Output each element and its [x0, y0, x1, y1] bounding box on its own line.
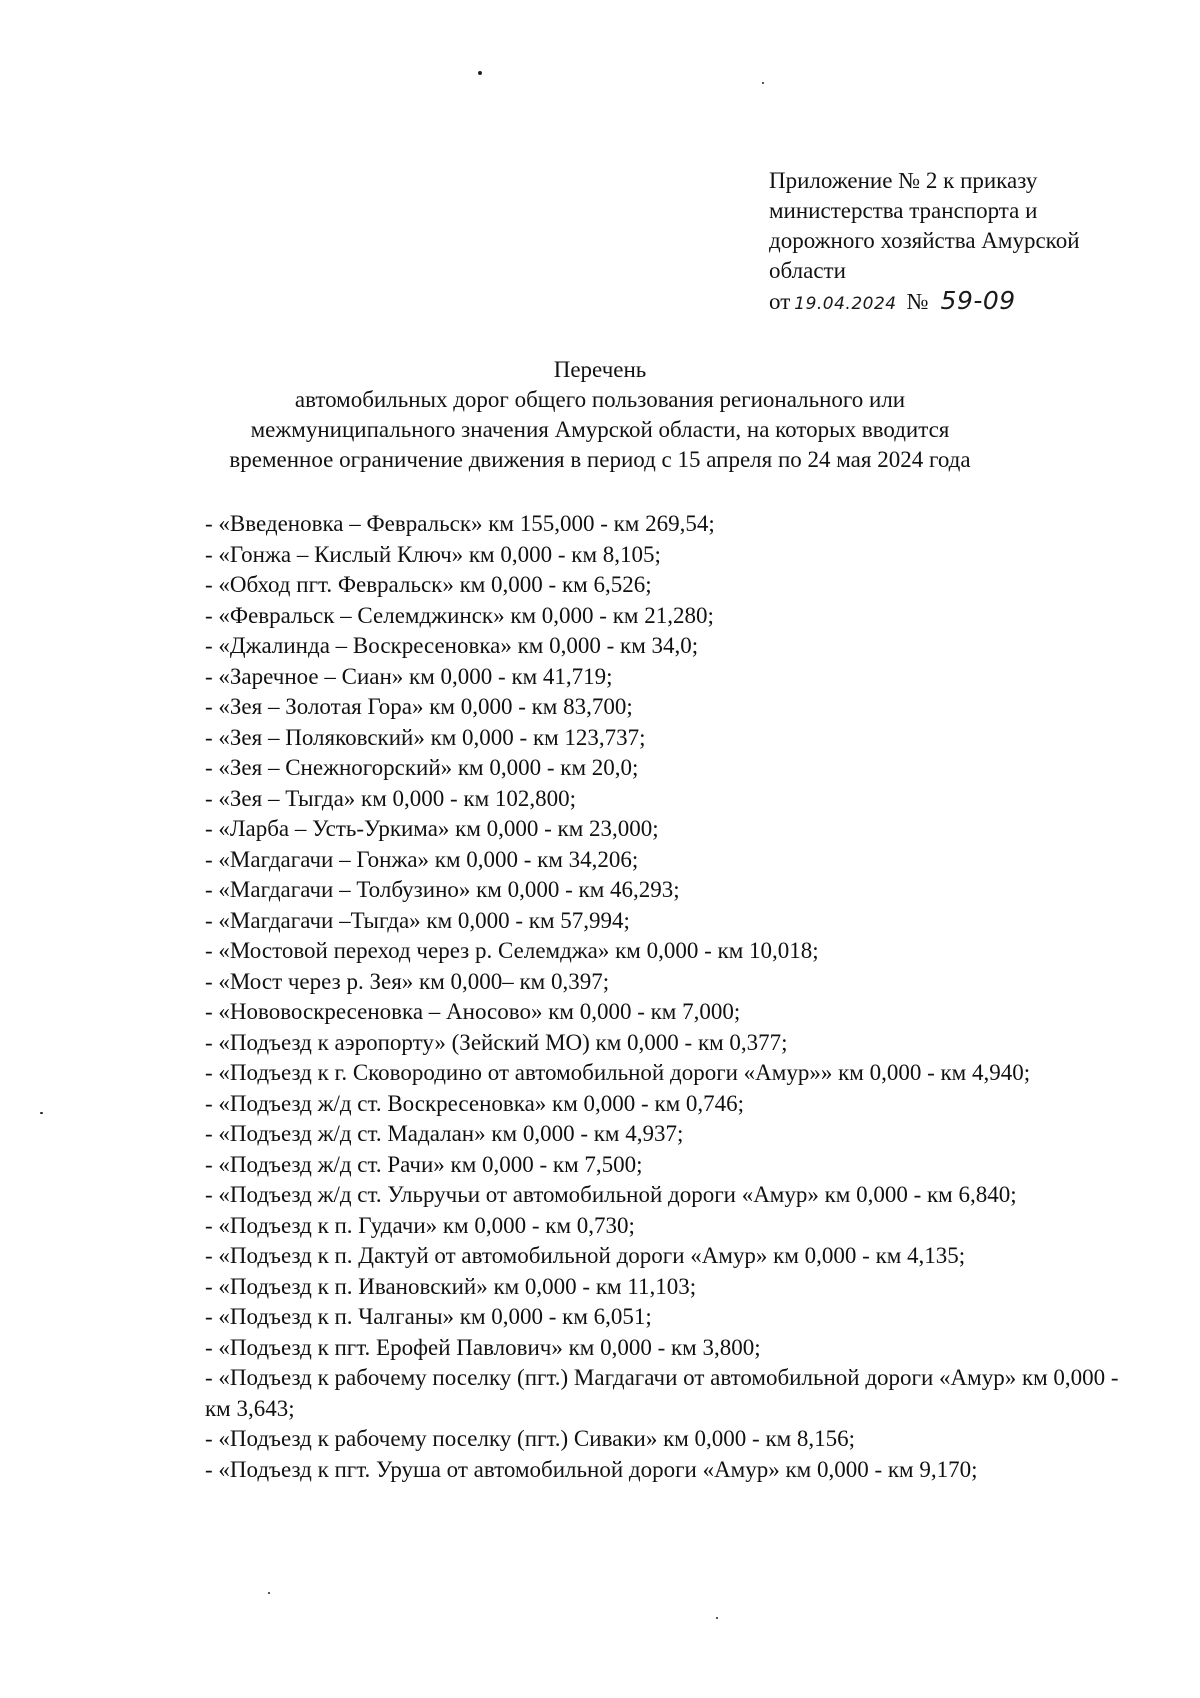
- title-line: временное ограничение движения в период с 15 апреля по 24 мая 2024 года: [229, 447, 971, 472]
- road-list-item: - «Введеновка – Февральск» км 155,000 - км 269,54;: [205, 511, 715, 536]
- road-list-item: - «Мостовой переход через р. Селемджа» км 0,000 - км 10,018;: [205, 938, 819, 963]
- title-line: межмуниципального значения Амурской области, на которых вводится: [250, 417, 950, 442]
- handwritten-date: 19.04.2024: [794, 294, 897, 314]
- road-list-item: - «Нововоскресеновка – Аносово» км 0,000 - км 7,000;: [205, 999, 741, 1024]
- appendix-line: области: [769, 258, 846, 283]
- appendix-line: министерства транспорта и: [769, 198, 1038, 223]
- road-list-item: - «Подъезд к г. Сковородино от автомобильной дороги «Амур»» км 0,000 - км 4,940;: [205, 1060, 1031, 1085]
- road-list-item: - «Обход пгт. Февральск» км 0,000 - км 6,526;: [205, 572, 652, 597]
- road-list-item: - «Подъезд к п. Гудачи» км 0,000 - км 0,730;: [205, 1212, 635, 1238]
- scan-speck: [716, 1617, 718, 1619]
- title-heading: Перечень: [553, 357, 647, 382]
- road-list-item: - «Магдагачи –Тыгда» км 0,000 - км 57,994;: [205, 907, 630, 933]
- from-label: от: [769, 289, 791, 314]
- handwritten-order-number: 59-09: [940, 286, 1016, 315]
- road-list-item: - «Подъезд ж/д ст. Мадалан» км 0,000 - км 4,937;: [205, 1121, 684, 1146]
- scan-speck: [40, 1112, 43, 1114]
- road-list-item: - «Магдагачи – Гонжа» км 0,000 - км 34,206;: [205, 846, 639, 872]
- road-list-item: - «Гонжа – Кислый Ключ» км 0,000 - км 8,105;: [205, 541, 661, 567]
- order-date-number-line: [769, 286, 1149, 319]
- document-title: [0, 355, 1200, 475]
- road-list-item: - «Ларба – Усть-Уркима» км 0,000 - км 23,000;: [205, 816, 659, 841]
- road-list: [205, 509, 1135, 1485]
- road-list-item: - «Подъезд ж/д ст. Ульручьи от автомобильной дороги «Амур» км 0,000 - км 6,840;: [205, 1182, 1017, 1207]
- road-list-item: - «Подъезд к рабочему поселку (пгт.) Сиваки» км 0,000 - км 8,156;: [205, 1426, 856, 1451]
- road-list-item: - «Зея – Тыгда» км 0,000 - км 102,800;: [205, 785, 577, 811]
- road-list-item: - «Мост через р. Зея» км 0,000– км 0,397;: [205, 968, 610, 994]
- road-list-item: - «Магдагачи – Толбузино» км 0,000 - км 46,293;: [205, 877, 680, 902]
- road-list-item: - «Зея – Поляковский» км 0,000 - км 123,737;: [205, 724, 646, 750]
- road-list-item: - «Февральск – Селемджинск» км 0,000 - км 21,280;: [205, 602, 714, 628]
- road-list-item: - «Подъезд к п. Чалганы» км 0,000 - км 6,051;: [205, 1304, 652, 1329]
- appendix-header: [769, 166, 1149, 319]
- road-list-item: - «Подъезд к рабочему поселку (пгт.) Магдагачи от автомобильной дороги «Амур» км 0,000 - км 3,643;: [205, 1365, 1119, 1421]
- road-list-item: - «Джалинда – Воскресеновка» км 0,000 - км 34,0;: [205, 633, 699, 658]
- road-list-item: - «Подъезд к аэропорту» (Зейский МО) км 0,000 - км 0,377;: [205, 1029, 788, 1055]
- road-list-item: - «Подъезд к п. Ивановский» км 0,000 - км 11,103;: [205, 1273, 697, 1299]
- road-list-item: - «Подъезд ж/д ст. Рачи» км 0,000 - км 7,500;: [205, 1151, 643, 1177]
- appendix-line: Приложение № 2 к приказу: [769, 168, 1038, 193]
- title-line: автомобильных дорог общего пользования регионального или: [294, 387, 906, 412]
- scan-speck: [762, 82, 764, 84]
- road-list-item: - «Зея – Золотая Гора» км 0,000 - км 83,700;: [205, 694, 633, 719]
- scan-speck: [268, 1592, 270, 1594]
- road-list-item: - «Подъезд к пгт. Уруша от автомобильной дороги «Амур» км 0,000 - км 9,170;: [205, 1456, 978, 1482]
- number-label: №: [906, 289, 929, 314]
- appendix-line: дорожного хозяйства Амурской: [769, 228, 1080, 253]
- road-list-item: - «Подъезд к п. Дактуй от автомобильной дороги «Амур» км 0,000 - км 4,135;: [205, 1243, 966, 1268]
- road-list-item: - «Подъезд к пгт. Ерофей Павлович» км 0,000 - км 3,800;: [205, 1334, 761, 1360]
- road-list-item: - «Зея – Снежногорский» км 0,000 - км 20,0;: [205, 755, 639, 780]
- scan-speck: [478, 71, 482, 75]
- road-list-item: - «Заречное – Сиан» км 0,000 - км 41,719;: [205, 663, 613, 689]
- road-list-item: - «Подъезд ж/д ст. Воскресеновка» км 0,000 - км 0,746;: [205, 1090, 745, 1116]
